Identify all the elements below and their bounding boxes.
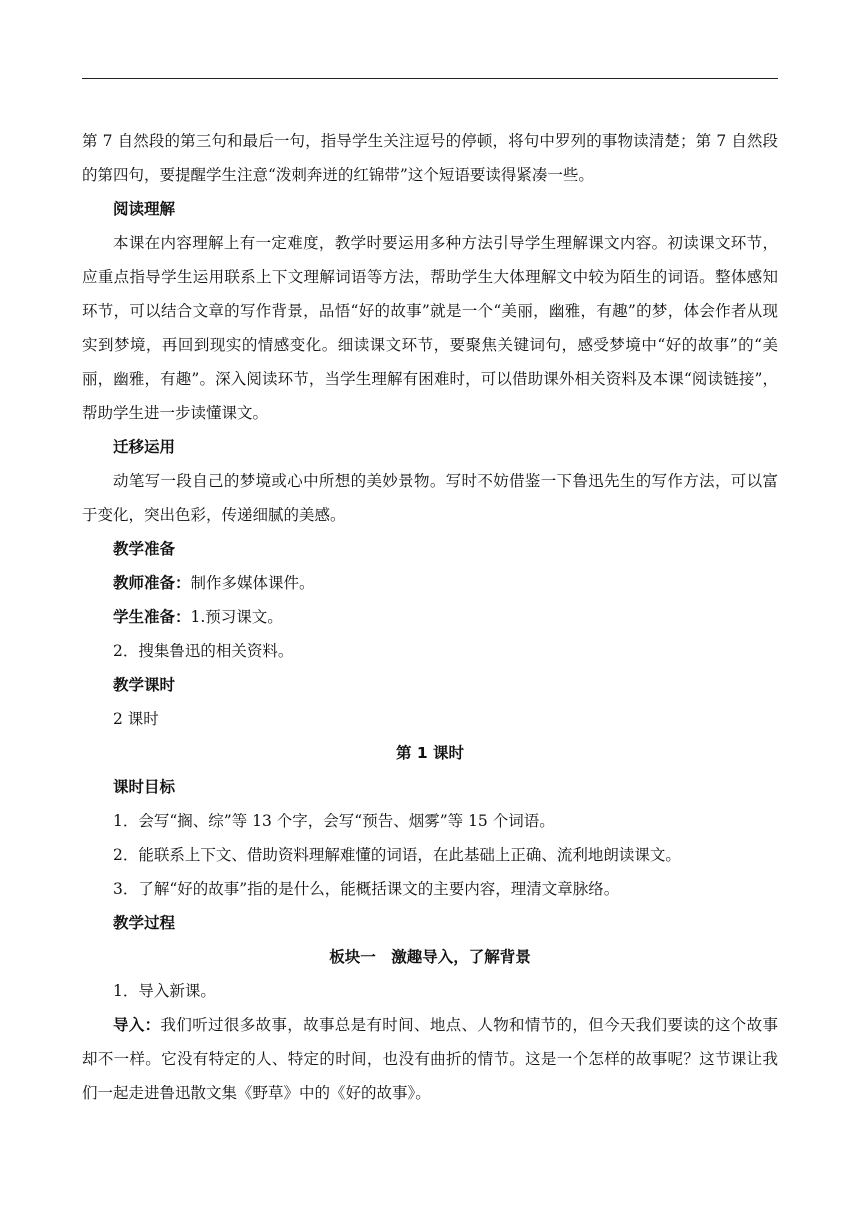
goal-item: 2．能联系上下文、借助资料理解难懂的词语，在此基础上正确、流利地朗读课文。 (113, 846, 681, 864)
heading-process: 教学过程 (113, 914, 176, 932)
goal-item: 3．了解“好的故事”指的是什么，能概括课文的主要内容，理清文章脉络。 (113, 880, 620, 898)
header-rule (82, 78, 778, 79)
teacher-prep-text: 制作多媒体课件。 (190, 574, 315, 592)
heading-hours: 教学课时 (113, 676, 176, 694)
heading-goals: 课时目标 (113, 778, 176, 796)
intro-paragraph (82, 1008, 778, 1110)
paragraph-continued: 第 7 自然段的第三句和最后一句，指导学生关注逗号的停顿，将句中罗列的事物读清楚；第 7 自然段的第四句，要提醒学生注意“泼刺奔迸的红锦带”这个短语要读得紧凑一些。 (82, 132, 778, 184)
goal-item: 1．会写“搁、综”等 13 个字，会写“预告、烟雾”等 15 个词语。 (113, 812, 555, 830)
student-prep-label: 学生准备： (113, 608, 191, 626)
heading-prep: 教学准备 (113, 540, 176, 558)
student-prep-line-2: 2．搜集鲁迅的相关资料。 (113, 642, 294, 660)
hours-text: 2 课时 (113, 710, 159, 728)
heading-reading: 阅读理解 (113, 200, 176, 218)
heading-transfer: 迁移运用 (113, 438, 176, 456)
document-body (82, 124, 778, 1110)
paragraph-transfer: 动笔写一段自己的梦境或心中所想的美妙景物。写时不妨借鉴一下鲁迅先生的写作方法，可以富于变化，突出色彩，传递细腻的美感。 (82, 472, 778, 524)
student-prep-text: 1.预习课文。 (190, 608, 283, 626)
teacher-prep-line (82, 566, 778, 600)
paragraph-reading: 本课在内容理解上有一定难度，教学时要运用多种方法引导学生理解课文内容。初读课文环节，应重点指导学生运用联系上下文理解词语等方法，帮助学生大体理解文中较为陌生的词语。整体感知环节，可以结合文章的写作背景，品悟“好的故事”就是一个“美丽，幽雅，有趣”的梦，体会作者从现实到梦境，再回到现实的情感变化。细读课文环节，要聚焦关键词句，感受梦境中“好的故事”的“美丽，幽雅，有趣”。深入阅读环节，当学生理解有困难时，可以借助课外相关资料及本课“阅读链接”，帮助学生进一步读懂课文。 (82, 234, 778, 422)
student-prep-line (82, 600, 778, 634)
step-1: 1．导入新课。 (113, 982, 216, 1000)
block-title: 板块一 激趣导入，了解背景 (329, 948, 531, 966)
intro-label: 导入： (113, 1016, 161, 1034)
intro-text: 我们听过很多故事，故事总是有时间、地点、人物和情节的，但今天我们要读的这个故事却不一样。它没有特定的人、特定的时间，也没有曲折的情节。这是一个怎样的故事呢？这节课让我们一起走进鲁迅散文集《野草》中的《好的故事》。 (82, 1016, 778, 1102)
lesson-title: 第 1 课时 (395, 744, 465, 762)
teacher-prep-label: 教师准备： (113, 574, 191, 592)
